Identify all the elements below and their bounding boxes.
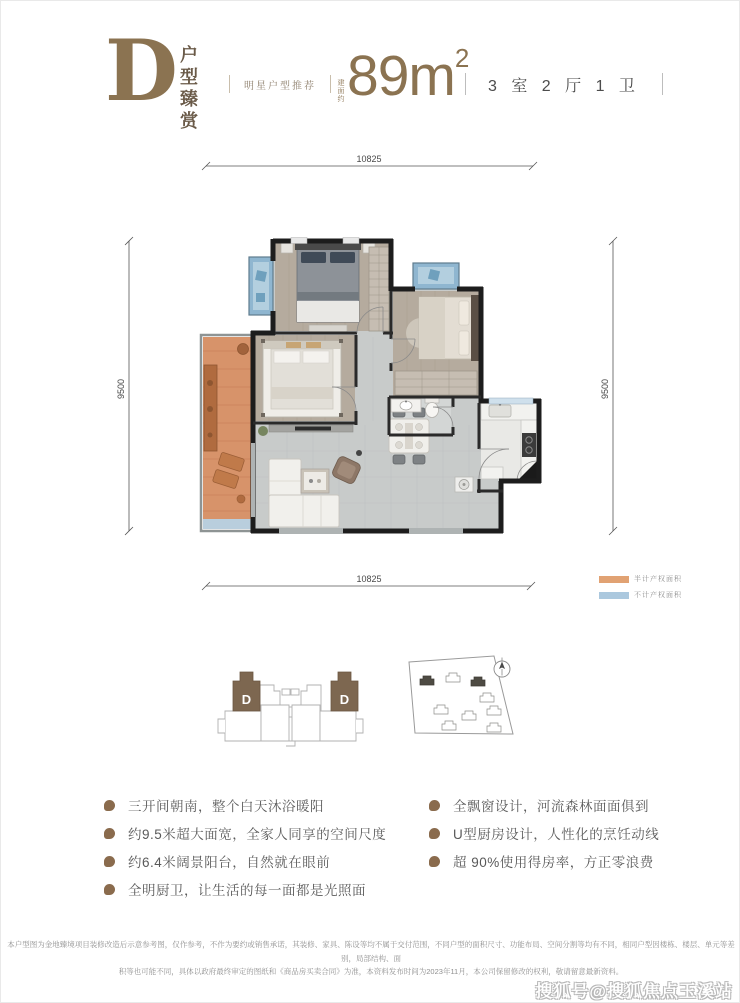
- feature-text: 超 90%使用得房率，方正零浪费: [453, 855, 654, 870]
- area-block: [335, 43, 470, 108]
- north-compass-icon: [494, 658, 510, 678]
- bullet-icon: [104, 828, 115, 839]
- window: [279, 528, 343, 534]
- tv: [295, 427, 331, 431]
- sofa-main: [269, 495, 339, 527]
- dimension-top-label: 10825: [356, 154, 382, 164]
- feature-item: [104, 875, 386, 903]
- window: [291, 238, 307, 244]
- unit-d-left-label: D: [241, 692, 252, 707]
- feature-item: [104, 819, 386, 847]
- feature-text: 三开间朝南，整个白天沐浴暖阳: [128, 799, 324, 814]
- bullet-icon: [104, 884, 115, 895]
- feature-list-right: [429, 791, 659, 875]
- bullet-icon: [429, 856, 440, 867]
- plan-name: 户型臻赏: [178, 45, 198, 133]
- plant: [258, 426, 268, 436]
- dimension-bottom-label: 10825: [356, 574, 382, 584]
- feature-item: [104, 847, 386, 875]
- legend-label: 半计产权面积: [634, 576, 682, 583]
- bullet-icon: [429, 800, 440, 811]
- feature-item: [104, 791, 386, 819]
- legend-row-half-counted: [599, 574, 682, 584]
- feature-text: 约9.5米超大面宽，全家人同享的空间尺度: [128, 827, 387, 842]
- toilet: [426, 403, 439, 418]
- bedroom3-bed: [261, 339, 343, 417]
- bullet-icon: [429, 828, 440, 839]
- feature-text: 全明厨卫，让生活的每一面都是光照面: [128, 883, 366, 898]
- orange-swatch: [599, 576, 629, 583]
- disclaimer-line2: 积等也可能不同，具体以政府最终审定的图纸和《商品房买卖合同》为准，本资料发布时间为2023年11月，本公司保留修改的权利，敬请留意最新资料。: [118, 967, 624, 976]
- area-number: [347, 44, 455, 108]
- watermark: 搜狐号@搜狐焦点玉溪站: [535, 982, 733, 1001]
- feature-item: [429, 819, 659, 847]
- area-prefix: 建面约: [337, 79, 344, 103]
- disclaimer-line1: 本户型图为金地臻境项目装修改造后示意参考图，仅作参考，不作为要约或销售承诺，其装修、家具、陈设等均不属于交付范围，不同户型的面积尺寸、功能布局、空间分割等均有不同，相同户型因楼栋、楼层、单元等差别，局部结构、面: [7, 940, 735, 963]
- kitchen-sink: [489, 405, 511, 417]
- rooms-summary: 3 室 2 厅 1 卫: [465, 73, 663, 95]
- feature-text: 约6.4米阔景阳台，自然就在眼前: [128, 855, 331, 870]
- balcony-sill: [203, 519, 251, 529]
- floor-lamp: [356, 450, 362, 456]
- siteplan-diagram: [399, 641, 579, 771]
- star-plan-badge: 明星户型推荐: [229, 75, 331, 93]
- kitchen-window: [489, 398, 533, 404]
- dimension-left-label: 9500: [116, 378, 126, 400]
- window: [343, 238, 359, 244]
- feature-item: [429, 791, 659, 819]
- legend-label: 不计产权面积: [634, 592, 682, 599]
- feature-text: U型厨房设计，人性化的烹饪动线: [453, 827, 660, 842]
- area-exponent: 2: [454, 43, 470, 73]
- floorplate-diagram: [203, 651, 378, 756]
- balcony-plant: [238, 344, 249, 355]
- dimension-right-label: 9500: [600, 378, 610, 400]
- blue-swatch: [599, 592, 629, 599]
- feature-list-left: [104, 791, 386, 903]
- disclaimer: [1, 938, 740, 979]
- bullet-icon: [104, 856, 115, 867]
- area-unit: m: [408, 44, 455, 108]
- floorplan-drawing: [91, 151, 651, 611]
- area-value: 89: [347, 44, 409, 108]
- balcony: [201, 335, 253, 531]
- feature-item: [429, 847, 659, 875]
- washing-machine: [455, 477, 473, 492]
- plan-letter: D: [105, 21, 178, 120]
- window: [409, 528, 463, 534]
- legend-row-not-counted: [599, 590, 682, 600]
- feature-text: 全飘窗设计，河流森林面面俱到: [453, 799, 649, 814]
- bullet-icon: [104, 800, 115, 811]
- bedroom2-wardrobe: [395, 371, 477, 395]
- unit-d-right-label: D: [339, 692, 350, 707]
- bedroom2-bed: [419, 295, 479, 361]
- area-legend: [599, 574, 682, 606]
